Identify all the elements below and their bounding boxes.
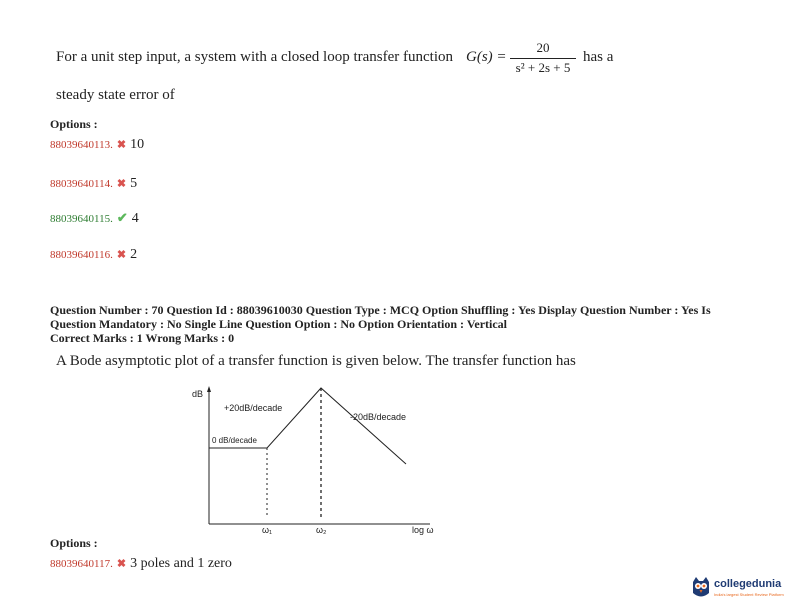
q1-has-a: has a bbox=[583, 49, 614, 65]
w1-label: ω₁ bbox=[262, 525, 273, 535]
option-id: 88039640114. bbox=[50, 178, 113, 190]
q1-line2: steady state error of bbox=[56, 87, 175, 103]
q1-denominator: s² + 2s + 5 bbox=[515, 60, 571, 75]
fraction-bar bbox=[510, 58, 576, 59]
wrong-mark-icon: ✖ bbox=[116, 139, 127, 151]
wrong-mark-icon: ✖ bbox=[116, 178, 127, 190]
q2-meta-line2: Question Mandatory : No Single Line Question Option : No Option Orientation : Vertical bbox=[50, 317, 508, 331]
option-row[interactable] bbox=[50, 135, 144, 153]
option-text: 10 bbox=[130, 137, 145, 152]
option-row[interactable] bbox=[50, 209, 139, 227]
options-label-2: Options : bbox=[50, 536, 98, 550]
option-row[interactable] bbox=[50, 174, 137, 192]
fall-slope-label: -20dB/decade bbox=[350, 412, 407, 422]
collegedunia-logo bbox=[690, 574, 788, 604]
option-id: 88039640116. bbox=[50, 249, 113, 261]
y-axis-label: dB bbox=[192, 389, 204, 399]
option-id: 88039640115. bbox=[50, 213, 113, 225]
option-text: 2 bbox=[130, 247, 138, 262]
option-text: 3 poles and 1 zero bbox=[130, 556, 232, 571]
wrong-mark-icon: ✖ bbox=[116, 558, 127, 570]
w2-label: ω₂ bbox=[316, 525, 327, 535]
logo-tagline: India's largest Student Review Platform bbox=[714, 592, 784, 597]
logo-name: collegedunia bbox=[714, 578, 782, 590]
q2-meta-line1: Question Number : 70 Question Id : 88039610030 Question Type : MCQ Option Shuffling : Yes Display Question Number : Yes Is bbox=[50, 303, 711, 317]
option-id: 88039640117. bbox=[50, 558, 113, 570]
y-axis-arrow-icon bbox=[207, 386, 211, 392]
option-id: 88039640113. bbox=[50, 139, 113, 151]
q1-numerator: 20 bbox=[536, 40, 550, 55]
owl-icon bbox=[690, 576, 712, 600]
option-text: 5 bbox=[130, 176, 138, 191]
flat-slope-label: 0 dB/decade bbox=[212, 436, 257, 445]
bode-asymptote bbox=[209, 388, 406, 464]
option-row[interactable] bbox=[50, 245, 137, 263]
q1-line1: For a unit step input, a system with a closed loop transfer function bbox=[56, 49, 454, 65]
wrong-mark-icon: ✖ bbox=[116, 249, 127, 261]
options-label: Options : bbox=[50, 117, 98, 131]
q2-meta-line3: Correct Marks : 1 Wrong Marks : 0 bbox=[50, 331, 235, 345]
bode-plot bbox=[180, 378, 450, 538]
check-mark-icon: ✔ bbox=[116, 210, 128, 225]
q1-gs: G(s) = bbox=[466, 49, 507, 65]
x-axis-label: log ω bbox=[412, 525, 434, 535]
option-text: 4 bbox=[131, 211, 139, 226]
q2-text: A Bode asymptotic plot of a transfer function is given below. The transfer function has bbox=[56, 353, 576, 369]
option-row[interactable] bbox=[50, 554, 232, 572]
rise-slope-label: +20dB/decade bbox=[224, 403, 283, 413]
